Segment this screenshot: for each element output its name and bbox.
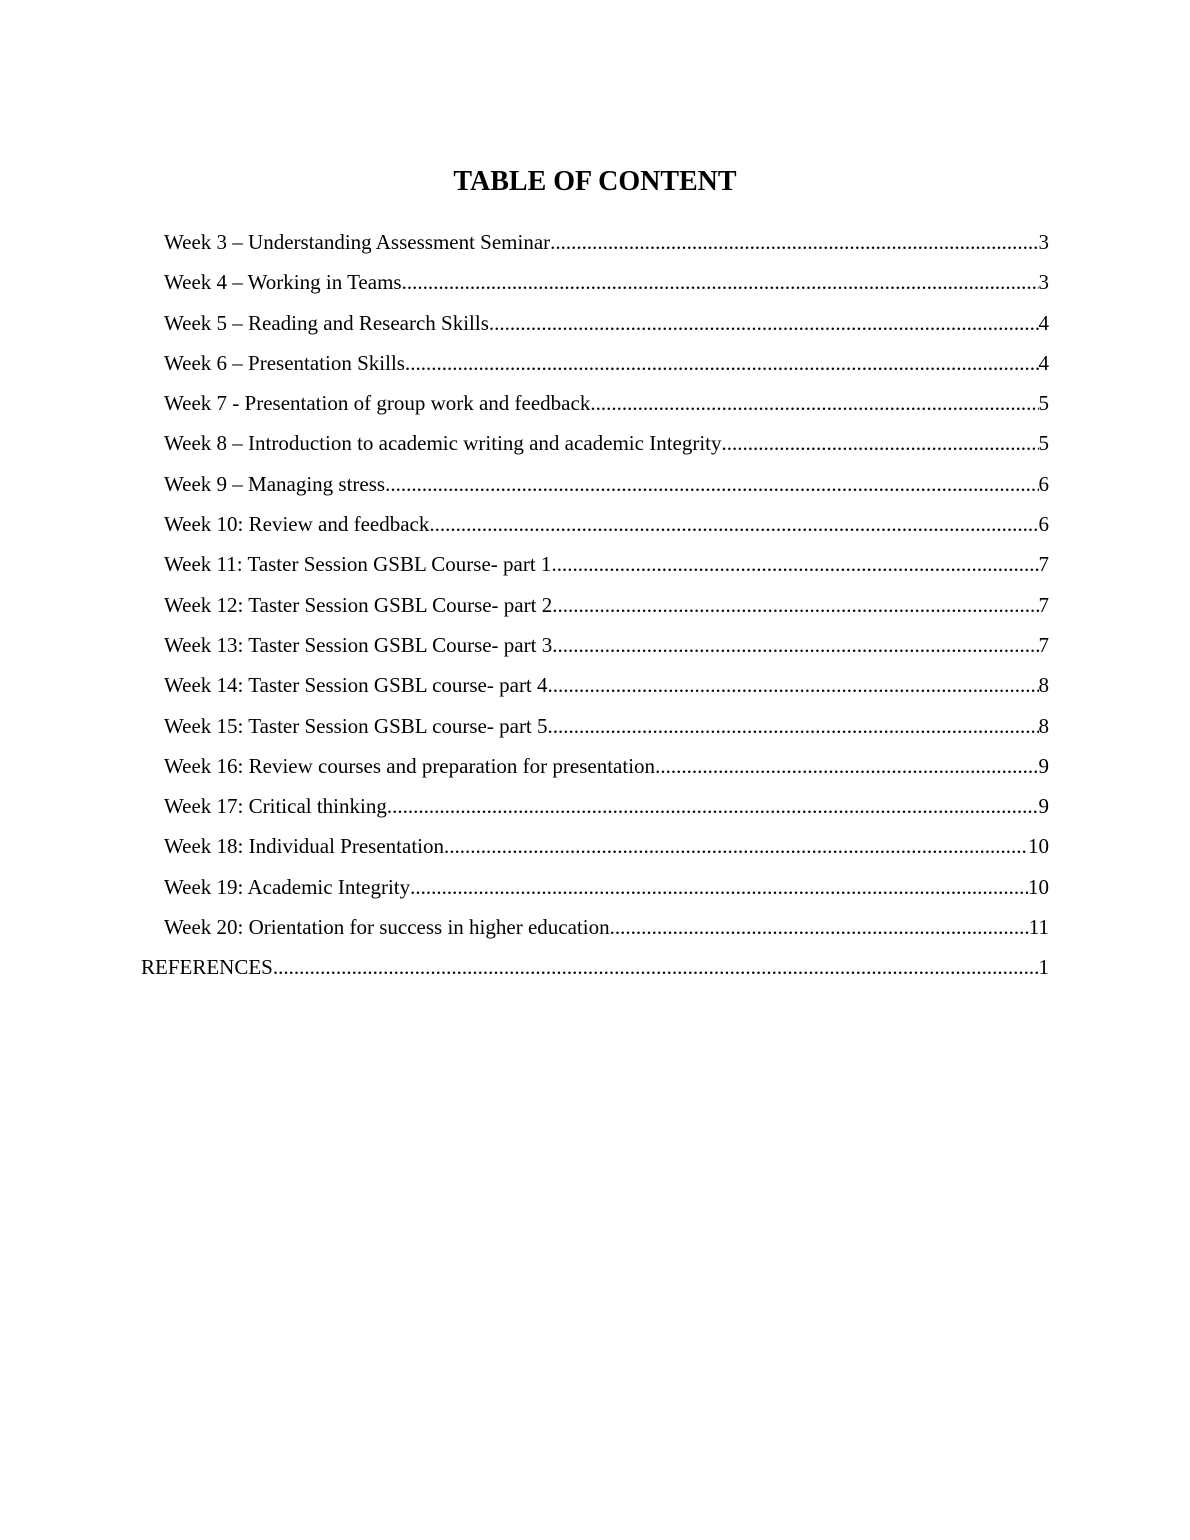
toc-page-number: 10: [1028, 874, 1049, 899]
toc-entry[interactable]: [141, 951, 1049, 991]
toc-dot-leader: [402, 266, 1039, 299]
toc-page-number: 5: [1038, 431, 1049, 456]
toc-entry[interactable]: [164, 468, 1049, 508]
toc-entry-text: Week 6 – Presentation Skills: [164, 350, 405, 375]
toc-dot-leader: [552, 589, 1038, 622]
toc-entry[interactable]: [164, 629, 1049, 669]
toc-list: [0, 226, 1190, 992]
toc-entry-text: REFERENCES: [141, 955, 273, 980]
toc-page-number: 7: [1038, 552, 1049, 577]
toc-page-number: 7: [1038, 592, 1049, 617]
toc-entry[interactable]: [164, 266, 1049, 306]
toc-entry-text: Week 7 - Presentation of group work and feedback: [164, 391, 591, 416]
toc-entry-text: Week 19: Academic Integrity: [164, 874, 411, 899]
toc-entry[interactable]: [164, 669, 1049, 709]
toc-entry-text: Week 4 – Working in Teams: [164, 270, 402, 295]
toc-title: TABLE OF CONTENT: [453, 166, 737, 197]
toc-dot-leader: [273, 951, 1039, 984]
toc-entry[interactable]: [164, 387, 1049, 427]
toc-page-number: 10: [1028, 834, 1049, 859]
toc-entry-text: Week 14: Taster Session GSBL course- part 4: [164, 673, 548, 698]
toc-entry[interactable]: [164, 790, 1049, 830]
toc-entry-text: Week 11: Taster Session GSBL Course- part 1: [164, 552, 552, 577]
toc-entry-text: Week 9 – Managing stress: [164, 471, 386, 496]
toc-dot-leader: [590, 387, 1038, 420]
toc-entry[interactable]: [164, 830, 1049, 870]
toc-entry-text: Week 12: Taster Session GSBL Course- part 2: [164, 592, 553, 617]
toc-entry[interactable]: [164, 508, 1049, 548]
toc-entry-text: Week 13: Taster Session GSBL Course- part 3: [164, 632, 553, 657]
toc-dot-leader: [385, 468, 1038, 501]
toc-page-number: 9: [1038, 753, 1049, 778]
toc-dot-leader: [610, 911, 1029, 944]
toc-entry-text: Week 20: Orientation for success in higher education: [164, 915, 610, 940]
toc-page-number: 1: [1038, 955, 1049, 980]
toc-dot-leader: [489, 307, 1039, 340]
toc-dot-leader: [405, 347, 1039, 380]
toc-entry[interactable]: [164, 911, 1049, 951]
toc-dot-leader: [444, 830, 1028, 863]
toc-entry-text: Week 8 – Introduction to academic writing and academic Integrity: [164, 431, 722, 456]
toc-dot-leader: [387, 790, 1039, 823]
toc-dot-leader: [410, 871, 1028, 904]
toc-entry-text: Week 3 – Understanding Assessment Seminar: [164, 230, 551, 254]
toc-entry-text: Week 15: Taster Session GSBL course- part 5: [164, 713, 548, 738]
toc-dot-leader: [550, 226, 1038, 259]
toc-page-number: 6: [1038, 471, 1049, 496]
toc-page-number: 7: [1038, 632, 1049, 657]
toc-entry[interactable]: [164, 710, 1049, 750]
toc-page-number: 11: [1028, 915, 1049, 940]
toc-entry-text: Week 5 – Reading and Research Skills: [164, 310, 489, 335]
toc-dot-leader: [655, 750, 1038, 783]
toc-entry-text: Week 10: Review and feedback: [164, 512, 430, 537]
toc-dot-leader: [551, 548, 1038, 581]
toc-entry-text: Week 17: Critical thinking: [164, 794, 387, 819]
toc-dot-leader: [548, 669, 1039, 702]
toc-entry[interactable]: [164, 226, 1049, 266]
toc-page-number: 6: [1038, 512, 1049, 537]
toc-entry-text: Week 18: Individual Presentation: [164, 834, 444, 859]
toc-page-number: 4: [1038, 310, 1049, 335]
toc-dot-leader: [548, 710, 1039, 743]
toc-page-number: 5: [1038, 391, 1049, 416]
toc-dot-leader: [722, 427, 1039, 460]
toc-entry[interactable]: [164, 589, 1049, 629]
toc-page-number: 3: [1038, 230, 1049, 254]
toc-dot-leader: [552, 629, 1038, 662]
toc-page-number: 4: [1038, 350, 1049, 375]
toc-page-number: 8: [1038, 713, 1049, 738]
toc-entry[interactable]: [164, 871, 1049, 911]
toc-entry[interactable]: [164, 548, 1049, 588]
toc-page-number: 3: [1038, 270, 1049, 295]
toc-entry[interactable]: [164, 307, 1049, 347]
toc-entry[interactable]: [164, 750, 1049, 790]
toc-entry[interactable]: [164, 347, 1049, 387]
toc-entry-text: Week 16: Review courses and preparation for presentation: [164, 753, 656, 778]
toc-dot-leader: [429, 508, 1038, 541]
toc-page-number: 8: [1038, 673, 1049, 698]
toc-entry[interactable]: [164, 427, 1049, 467]
toc-page-number: 9: [1038, 794, 1049, 819]
